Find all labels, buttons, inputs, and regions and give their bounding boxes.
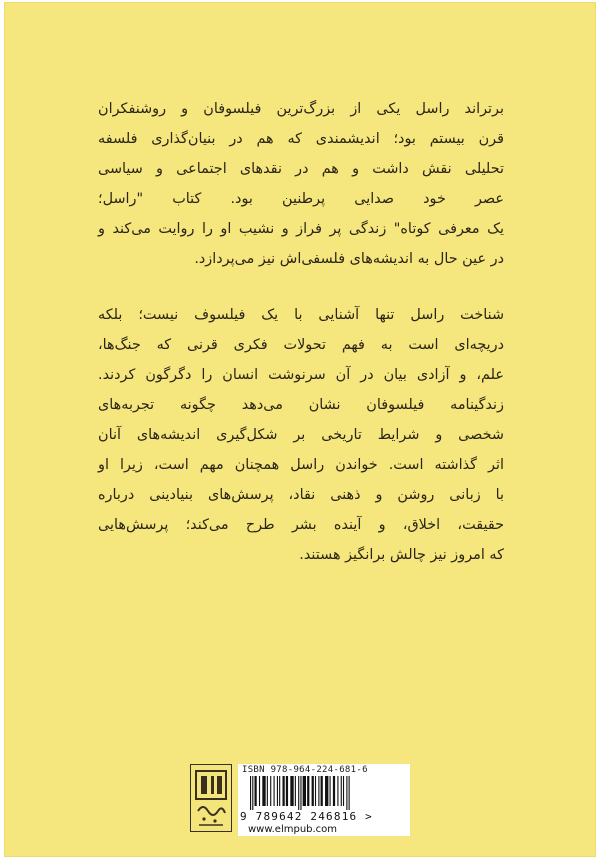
- text-line: حقیقت، اخلاق، و آینده بشر طرح می‌کند؛ پرسش‌هایی: [98, 517, 504, 533]
- text-line: دریچه‌ای است به فهم تحولات فکری قرنی که جنگ‌ها،: [98, 337, 504, 353]
- barcode-bar: [259, 776, 260, 806]
- barcode-bar: [343, 776, 344, 806]
- barcode-bar: [321, 776, 323, 806]
- isbn-text: ISBN 978-964-224-681-6: [242, 765, 368, 775]
- text-line: شناخت راسل تنها آشنایی با یک فیلسوف نیست؛ بلکه: [98, 307, 504, 323]
- text-line: زندگینامه فیلسوفان نشان می‌دهد چگونه تجربه‌های: [98, 397, 504, 413]
- barcode: [248, 776, 400, 810]
- barcode-bar: [267, 776, 268, 806]
- barcode-label: [238, 764, 410, 836]
- barcode-bar: [300, 776, 301, 810]
- barcode-bar: [333, 776, 335, 806]
- barcode-bar: [262, 776, 265, 806]
- barcode-bar: [337, 776, 338, 806]
- barcode-bar: [274, 776, 275, 806]
- description-paragraph-2: [98, 300, 504, 570]
- barcode-bar: [346, 776, 347, 810]
- barcode-bar: [254, 776, 256, 806]
- barcode-bar: [298, 776, 299, 810]
- barcode-bar: [312, 776, 314, 806]
- barcode-bar: [341, 776, 342, 806]
- publisher-website: www.elmpub.com: [248, 824, 338, 835]
- barcode-bar: [318, 776, 319, 806]
- barcode-bar: [349, 776, 350, 810]
- text-line: علم، و آزادی بیان در آن سرنوشت انسان را دگرگون کردند.: [98, 367, 504, 383]
- barcode-bar: [252, 776, 253, 810]
- barcode-bar: [277, 776, 278, 806]
- text-line: شخصی و شرایط تاریخی بر شکل‌گیری اندیشه‌های آنان: [98, 427, 504, 443]
- barcode-bar: [330, 776, 331, 806]
- barcode-bar: [286, 776, 288, 806]
- publisher-logo-icon: [190, 764, 232, 832]
- text-line: در عین حال به اندیشه‌های فلسفی‌اش نیز می‌پردازد.: [194, 251, 504, 267]
- text-line: یک معرفی کوتاه" زندگی پر فراز و نشیب او را روایت می‌کند و: [98, 221, 504, 237]
- barcode-bar: [290, 776, 293, 806]
- barcode-bar: [295, 776, 296, 806]
- barcode-bar: [325, 776, 328, 806]
- text-line: عصر خود صدایی پرطنین بود. کتاب "راسل؛: [98, 191, 504, 207]
- barcode-bar: [279, 776, 280, 806]
- book-back-cover: [4, 2, 596, 857]
- barcode-bar: [250, 776, 251, 810]
- publisher-block: [190, 764, 412, 836]
- text-line: تحلیلی نقش داشت و هم در نقدهای اجتماعی و سیاسی: [98, 161, 504, 177]
- barcode-bar: [307, 776, 309, 806]
- text-line: اثر گذاشته است. خواندن راسل همچنان مهم است، زیرا او: [98, 457, 504, 473]
- barcode-bar: [303, 776, 306, 806]
- barcode-number: 9 789642 246816 >: [240, 810, 373, 823]
- text-line: قرن بیستم بود؛ اندیشمندی که هم در بنیان‌گذاری فلسفه: [98, 131, 504, 147]
- barcode-bar: [270, 776, 271, 806]
- description-paragraph-1: [98, 94, 504, 274]
- text-line: برتراند راسل یکی از بزرگ‌ترین فیلسوفان و روشنفکران: [98, 101, 504, 117]
- barcode-bar: [282, 776, 284, 806]
- text-line: که امروز نیز چالش برانگیز هستند.: [299, 547, 504, 563]
- barcode-bar: [315, 776, 316, 806]
- text-line: با زبانی روشن و ذهنی نقاد، پرسش‌های بنیادینی درباره: [98, 487, 504, 503]
